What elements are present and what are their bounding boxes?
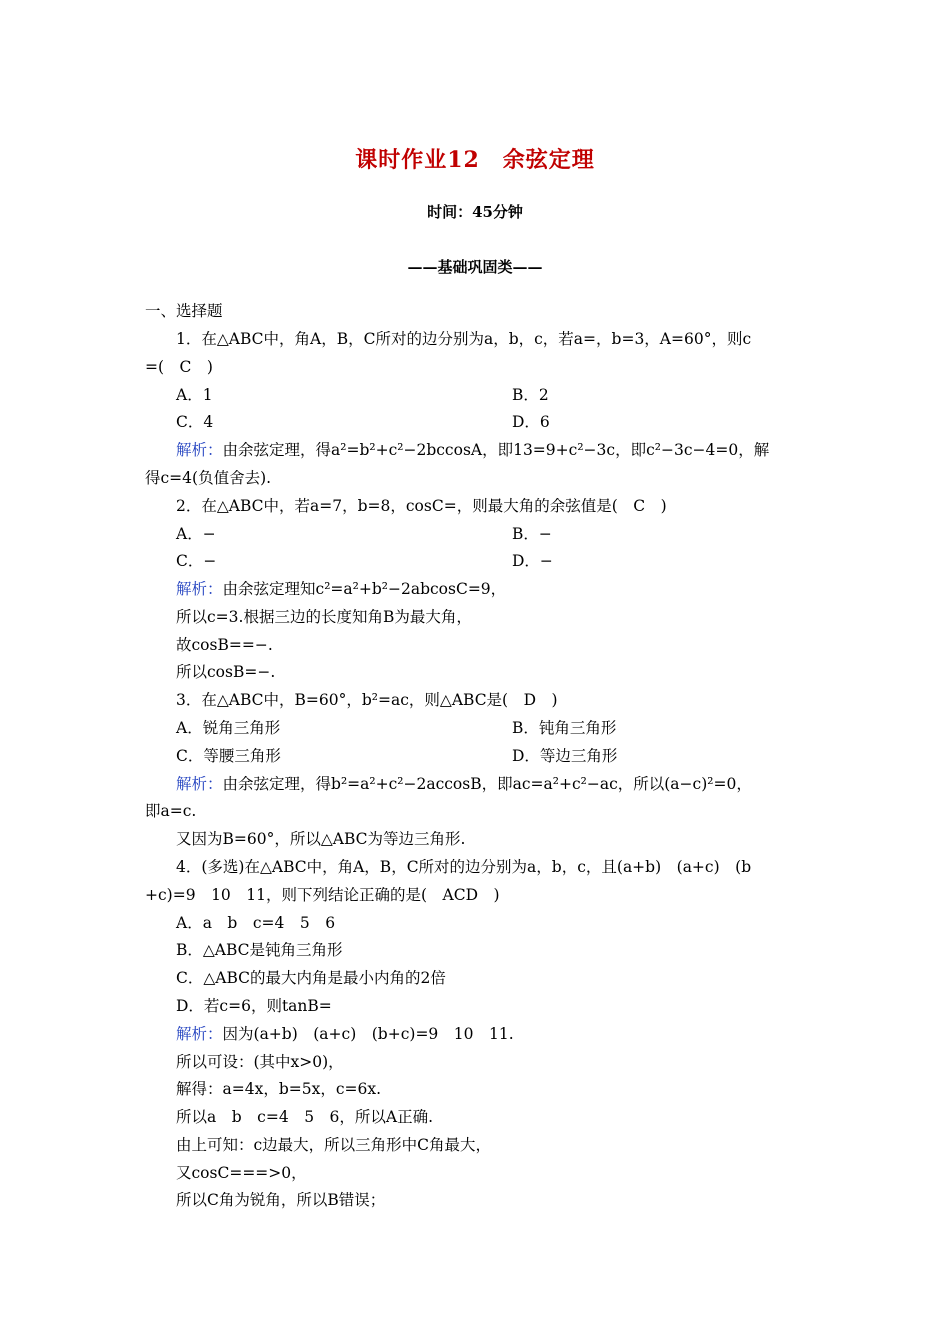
q1-stem-line1: 1．在△ABC中，角A，B，C所对的边分别为a，b，c，若a=，b=3，A=60°，则c — [176, 330, 752, 348]
q1-option-b: B．2 — [512, 386, 549, 404]
q2-option-a: A．− — [176, 525, 216, 543]
q3-analysis-line3: 又因为B=60°，所以△ABC为等边三角形. — [176, 830, 466, 848]
q4-analysis-line4: 所以a b c=4 5 6，所以A正确. — [176, 1108, 434, 1126]
q1-analysis-line1 — [176, 440, 841, 460]
q3-option-a: A．锐角三角形 — [176, 719, 281, 737]
q4-option-d: D．若c=6，则tanB= — [176, 997, 332, 1015]
q4-stem-line2: +c)=9 10 11，则下列结论正确的是( ACD ) — [145, 886, 500, 904]
q2-option-d: D．− — [512, 552, 553, 570]
q4-analysis-line1 — [176, 1024, 841, 1044]
q1-option-a: A．1 — [176, 386, 213, 404]
q1-option-c: C．4 — [176, 413, 214, 431]
q2-analysis-text: 由余弦定理知c²=a²+b²−2abcosC=9， — [222, 580, 507, 598]
part-heading: 一、选择题 — [145, 302, 223, 320]
q2-stem: 2．在△ABC中，若a=7，b=8，cosC=，则最大角的余弦值是( C ) — [176, 497, 667, 515]
page-title: 课时作业12 余弦定理 — [355, 147, 595, 173]
q4-analysis-line7: 所以C角为锐角，所以B错误； — [176, 1191, 386, 1209]
q3-option-b: B．钝角三角形 — [512, 719, 617, 737]
q4-analysis-line5: 由上可知：c边最大，所以三角形中C角最大， — [176, 1136, 492, 1154]
q3-analysis-text: 由余弦定理，得b²=a²+c²−2accosB，即ac=a²+c²−ac，所以(a−c)²=0， — [222, 775, 752, 793]
q1-stem-line2: =( C ) — [145, 358, 213, 376]
q3-option-c: C．等腰三角形 — [176, 747, 281, 765]
q3-analysis-line2: 即a=c. — [145, 802, 197, 820]
q2-analysis-line3: 故cosB==−. — [176, 636, 273, 654]
q4-analysis-line6: 又cosC===>0， — [176, 1164, 307, 1182]
q4-analysis-line2: 所以可设：(其中x>0)， — [176, 1053, 344, 1071]
q2-analysis-line4: 所以cosB=−. — [176, 663, 276, 681]
q2-option-b: B．− — [512, 525, 552, 543]
q4-analysis-line3: 解得：a=4x，b=5x，c=6x. — [176, 1080, 382, 1098]
q4-analysis-text: 因为(a+b) (a+c) (b+c)=9 10 11. — [222, 1025, 514, 1043]
q1-option-d: D．6 — [512, 413, 550, 431]
section-heading: ——基础巩固类—— — [407, 258, 543, 276]
time-limit: 时间：45分钟 — [427, 203, 523, 221]
analysis-label: 解析： — [176, 1025, 223, 1043]
q1-analysis-line2: 得c=4(负值舍去). — [145, 469, 272, 487]
q3-analysis-line1 — [176, 774, 841, 794]
q2-analysis-line1 — [176, 579, 841, 599]
analysis-label: 解析： — [176, 441, 223, 459]
q3-option-d: D．等边三角形 — [512, 747, 618, 765]
q3-stem: 3．在△ABC中，B=60°，b²=ac，则△ABC是( D ) — [176, 691, 558, 709]
q4-option-a: A．a b c=4 5 6 — [176, 914, 336, 932]
q4-option-c: C．△ABC的最大内角是最小内角的2倍 — [176, 969, 446, 987]
analysis-label: 解析： — [176, 580, 223, 598]
q2-analysis-line2: 所以c=3.根据三边的长度知角B为最大角， — [176, 608, 472, 626]
q2-option-c: C．− — [176, 552, 217, 570]
q1-analysis-text: 由余弦定理，得a²=b²+c²−2bccosA，即13=9+c²−3c，即c²−3c−4=0，解 — [222, 441, 770, 459]
q4-option-b: B．△ABC是钝角三角形 — [176, 941, 343, 959]
analysis-label: 解析： — [176, 775, 223, 793]
q4-stem-line1: 4．(多选)在△ABC中，角A，B，C所对的边分别为a，b，c，且(a+b) (a+c) (b — [176, 858, 752, 876]
